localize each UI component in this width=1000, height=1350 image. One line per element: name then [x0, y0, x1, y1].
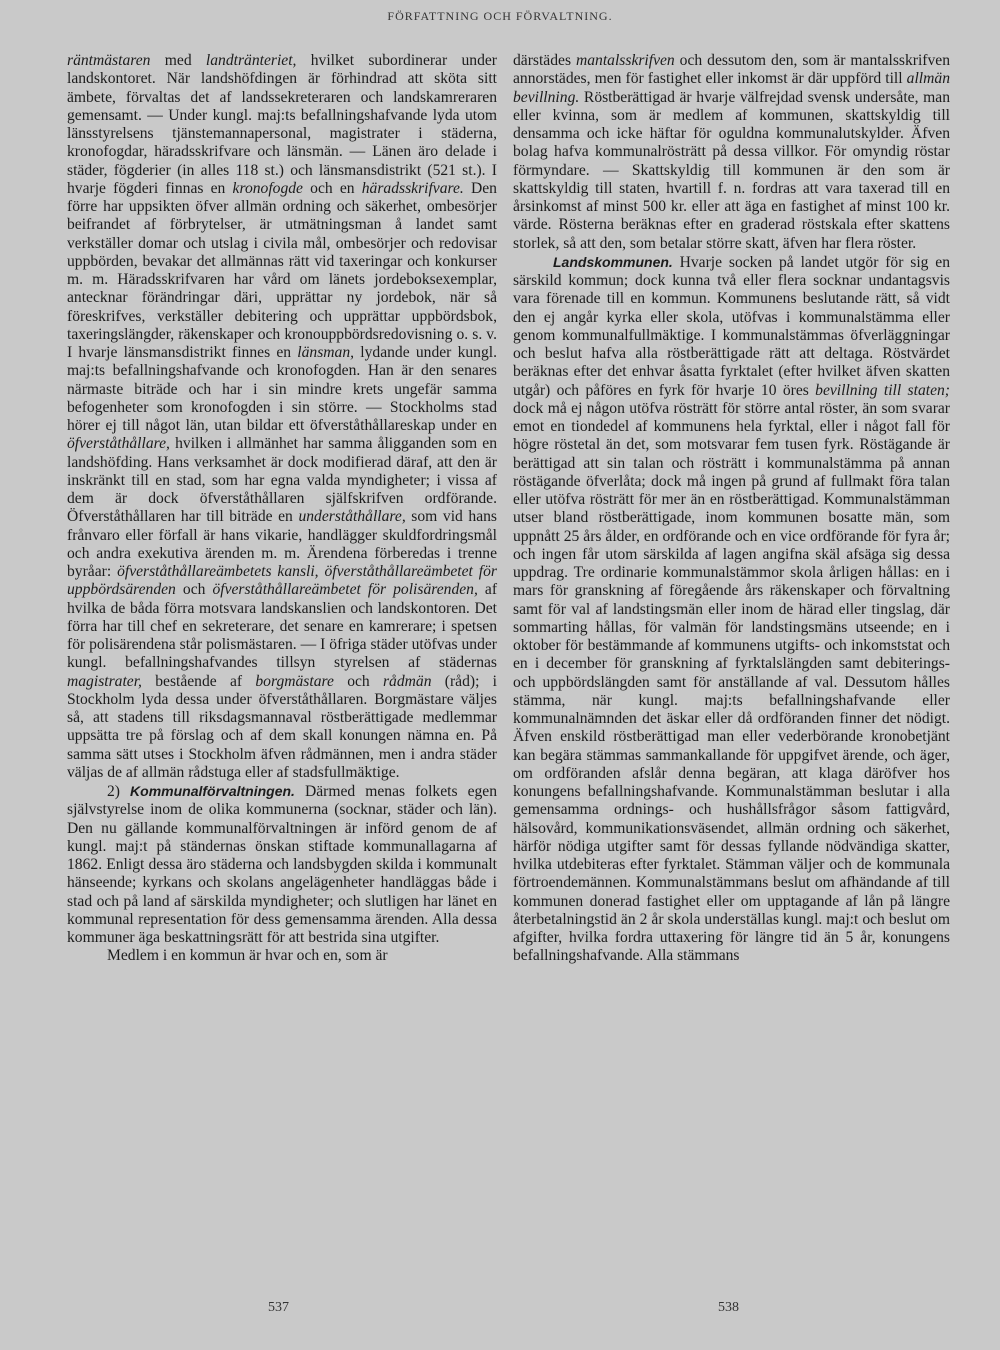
emphasized-text: allmän bevillning.	[513, 70, 950, 106]
text-run: Den förre har uppsikten öfver allmän ordning och säkerhet, ombesörjer beifrandet af förbrytelser, är utmätningsman å landet samt verkställer domar och utslag i civila mål, ombesörjer och redovisar uppbörden, bevakar det allmännas rätt vid taxeringar och konkurser m. m. Häradsskrifvaren har vård om länets jordeboksexemplar, antecknar förändringar däri, upprättar ny jordebok, när så föreskrifves, verkställer debitering och upprättar uppbördsbok, taxeringslängder, räkenskaper och kronouppbördsredovisning o. s. v. I hvarje länsmansdistrikt finnes en	[67, 179, 497, 361]
text-run: lydande under kungl. maj:ts befallningshafvande och kronofogden. Han är den senares närmaste biträde och har i sin mindre krets ungefär samma befogenheter som kronofogden i sin större. — Stockholms stad hörer ej till något län, utan bildar ett öfverståthållareskap under en	[67, 344, 497, 434]
emphasized-text: länsman,	[297, 344, 355, 361]
emphasized-text: Kommunalförvaltningen.	[130, 783, 295, 799]
text-run: af hvilka de båda förra motsvara landskanslien och landskontoren. Det förra har till chef en sekreterare, det senare en kamrerare; i spetsen för polisärendena står polismästaren. — I öfriga städer utöfvas under kungl. befallningshafvandes tillsyn styrelsen af städernas	[67, 581, 498, 672]
text-run: med	[150, 52, 206, 69]
emphasized-text: magistrater,	[67, 672, 142, 690]
emphasized-text: häradsskrifvare.	[361, 179, 464, 197]
text-run: Röstberättigad är hvarje välfrejdad svensk undersåte, man eller kvinna, som är medlem af kommunen, skattskyldig till densamma och icke häftar för oguldna kommunalutskylder. Äfven bolag hafva kommunalrösträtt på dessa villkor. För omyndig röstar förmyndare. — Skattskyldig till kommunen är den som är skattskyldig till staten, hvartill f. n. fordras att vara taxerad till en årsinkomst af minst 500 kr. eller att äga en fastighet af minst 100 kr. värde. Rösterna beräknas efter en graderad röstskala efter skattens storlek, så att den, som betalar större skatt, äfven har flera röster.	[513, 88, 950, 252]
text-run: (råd); i Stockholm lyda dessa under öfverståthållaren. Borgmästare väljes så, att stadens till riksdagsmannaval röstberättigade medlemmar uppsätta tre på förslag och af dem skall konungen nämna en. På samma sätt utses i Stockholm äfven rådmännen, men i andra städer väljas de af allmän rådstuga eller af stadsfullmäktige.	[67, 672, 498, 781]
emphasized-text: rådmän	[382, 672, 432, 690]
text-run: som vid hans frånvaro eller förfall är hans vikarie, handlägger skuldfordringsmål och andra exekutiva ärenden m. m. Ärendena förberedas i trenne byråar:	[67, 508, 497, 580]
left-column	[67, 52, 497, 966]
text-run: och dessutom den, som är mantalsskrifven annorstädes, men för fastighet eller inkomst är där uppförd till	[513, 52, 950, 88]
paragraph	[67, 782, 497, 947]
text-run: 2)	[107, 783, 131, 800]
emphasized-text: Landskommunen.	[553, 253, 673, 270]
text-run: därstädes	[513, 52, 576, 69]
emphasized-text: underståthållare,	[298, 508, 406, 526]
emphasized-text: öfverståthållare,	[67, 435, 170, 453]
emphasized-text: landtränteriet,	[205, 52, 297, 69]
text-run: och en	[302, 179, 362, 197]
emphasized-text: öfverståthållareämbetets kansli, öfverståthållareämbetet för uppbördsärenden	[67, 563, 497, 599]
emphasized-text: borgmästare	[255, 672, 334, 690]
paragraph	[67, 947, 497, 965]
page-number-right: 538	[718, 1300, 739, 1315]
right-column	[513, 52, 950, 966]
text-run: och	[333, 672, 383, 690]
paragraph	[67, 52, 497, 782]
emphasized-text: öfverståthållareämbetet för polisärenden,	[212, 581, 478, 599]
text-run: Hvarje socken på landet utgör för sig en särskild kommun; dock kunna två eller flera socknar undantagsvis vara förenade till en kommun. Kommunens beslutande rätt, så vidt den ej angår kyrka eller skola, utöfvas i kommunalstämma eller genom kommunalfullmäktige. I kommunalstämmas öfverläggningar och beslut hafva alla röstberättigade rätt att deltaga. Röstvärdet beräknas efter det enhvar åsatta fyrktalet (efter hvilket äfven skatten utgår) och påföres en fyrk för hvarje 10 öres	[513, 253, 950, 399]
text-run: och	[175, 581, 213, 599]
emphasized-text: kronofogde	[232, 179, 303, 197]
text-run: hvilken i allmänhet har samma åligganden som en landshöfding. Hans verksamhet är dock modifierad däraf, att den är inskränkt till en stad, som har egna valda myndigheter; i vissa af dem är dock öfverståthållaren själfskrifven ordförande. Öfverståthållaren har till biträde en	[67, 435, 497, 526]
text-run: bestående af	[141, 672, 256, 690]
paragraph	[513, 52, 950, 253]
emphasized-text: bevillning till staten;	[815, 381, 950, 399]
emphasized-text: räntmästaren	[67, 52, 151, 69]
text-run: dock må ej någon utöfva rösträtt för större antal röster, än som svarar emot en tiondedel af kommunens hela fyrktal, eller i något fall för högre röstetal än det, som motsvarar fem tusen fyrk. Röstägande är berättigad att sin talan och rösträtt i kommunalstämma på annan röstägande öfverlåta; dock må ingen på grund af fullmakt föra talan eller utöfva rösträtt för mer än en röstberättigad. Kommunalstämman utser bland röstberättigade, inom kommunen bosatte män, som uppnått 25 års ålder, en ordförande och en vice ordförande för fyra år; och ingen får utom särskilda af lagen angifna skäl afsäga sig dessa uppdrag. Tre ordinarie kommunalstämmor skola årligen hållas: en i mars för granskning af föregående års räkenskaper och förvaltning samt för val af landstingsmän eller inom de härad eller tingslag, där sommarting hållas, för valmän för landstingsmäns utseende; en i oktober för bestämmande af kommunens utgifts- och inkomststat och en i december för granskning af fyrktalslängden samt debiterings- och uppbördslängden samt för anställande af val. Dessutom hålles stämma, när kungl. maj:ts befallningshafvande eller kommunalnämnden det äskar eller då ordföranden finner det nödigt. Äfven enskild röstberättigad man eller vederbörande kronobetjänt kan begära stämmas sammankallande för uppgifvet ärende, och äger, om ordföranden afslår denna begäran, att klaga däröfver hos konungens befallningshafvande. Kommunalstämman beslutar i alla gemensamma ordnings- och hushållsfrågor såsom fattigvård, hälsovård, kommunikationsväsendet, allmän ordning och säkerhet, härför nödiga utgifter samt för dessas fyllande nödvändiga skatter, hvilka utdebiteras efter fyrktalet. Stämman väljer och de kommunala förtroendemännen. Kommunalstämmans beslut om afhändande af till kommunen donerad fastighet eller om upptagande af lån på längre återbetalningstid än 2 år skola underställas kungl. maj:t och beslut om afgifter, hvilka fordra uttaxering för längre tid än 5 år, konungens befallningshafvande. Alla stämmans	[513, 399, 950, 965]
running-header: FÖRFATTNING OCH FÖRVALTNING.	[387, 9, 613, 23]
text-run: Medlem i en kommun är hvar och en, som är	[107, 947, 388, 965]
text-run: hvilket subordinerar under landskontoret. När landshöfdingen är förhindrad att sköta sitt ämbete, förvaltas det af landssekreteraren och landskamreraren gemensamt. — Under kungl. maj:ts befallningshafvande lyda utom länsstyrelsens tjänstemannapersonal, magistrater i städerna, kronofogdar, häradsskrifvare och länsmän. — Länen äro delade i städer, fögderier (in alles 118 st.) och länsmansdistrikt (521 st.). I hvarje fögderi finnas en	[67, 52, 497, 197]
emphasized-text: mantalsskrifven	[575, 52, 675, 69]
page-number-left: 537	[268, 1300, 289, 1315]
paragraph	[513, 253, 950, 966]
text-run: Därmed menas folkets egen självstyrelse inom de olika kommunerna (socknar, städer och län). Den nu gällande kommunalförvaltningen är införd genom de af kungl. maj:t på ständernas önskan stiftade kommunallagarna af 1862. Enligt dessa äro städerna och landsbygden skilda i kommunalt hänseende; kyrkans och skolans angelägenheter handläggas både i stad och på land af särskilda myndigheter; och slutligen har länet en kommunal representation för dess gemensamma ärenden. Alla dessa kommuner äga beskattningsrätt för att bestrida sina utgifter.	[67, 783, 498, 946]
